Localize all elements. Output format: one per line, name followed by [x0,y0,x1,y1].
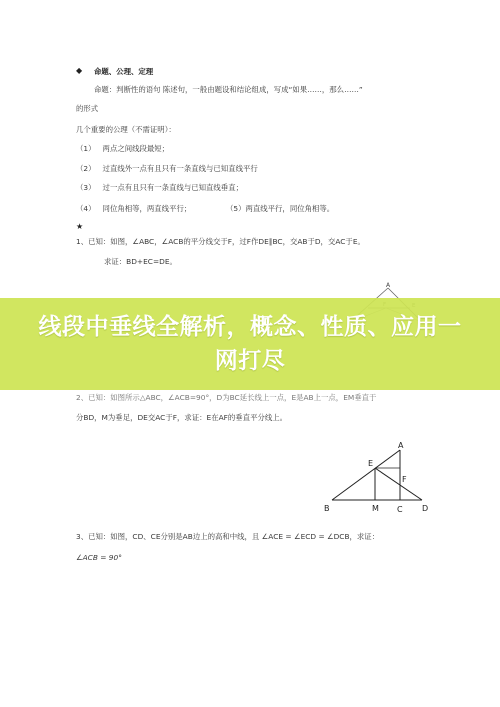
heading-bullet: ◆ [76,66,83,75]
section-heading: 命题、公理、定理 [94,67,154,76]
axiom-text: 过一点有且只有一条直线与已知直线垂直； [102,183,243,192]
fig2-label-D: D [422,504,429,513]
figure-2 [318,438,438,518]
problem-3: 3、已知：如图，CD、CE分别是AB边上的高和中线，且 ∠ACE = ∠ECD = ∠DCB，求证： [76,532,380,541]
problem-2-cont: 分BD，M为垂足，DE交AC于F，求证：E在AF的垂直平分线上。 [76,413,288,422]
fig2-label-A: A [398,441,404,450]
banner-title: 线段中垂线全解析，概念、性质、应用一网打尽 [38,314,462,374]
axiom-number: （3） [76,183,96,192]
fig1-label-A: A [386,282,391,289]
fig2-label-F: F [402,475,407,484]
problem-3-cont: ∠ACB = 90° [76,553,122,562]
axiom-number: （4） [76,204,96,213]
problem-1-prove: 求证：BD+EC=DE。 [104,257,177,266]
axiom-item [76,164,258,174]
axiom-item [76,144,169,154]
axiom-text: 同位角相等，两直线平行； [102,204,192,213]
axiom-text: 过直线外一点有且只有一条直线与已知直线平行 [102,164,258,173]
axiom-item-5: （5）两直线平行，同位角相等。 [226,204,335,213]
proposition-definition: 命题：判断性的语句 陈述句，一般由题设和结论组成，写成“如果……，那么……” [94,85,363,94]
fig2-label-E: E [368,459,374,468]
title-banner [0,298,500,390]
problem-2: 2、已知：如图所示△ABC，∠ACB=90°，D为BC延长线上一点，E是AB上一点，EM垂直于 [76,393,377,402]
axiom-item [76,204,191,214]
problem-1: 1、已知：如图，∠ABC，∠ACB的平分线交于F，过F作DE∥BC，交AB于D，交AC于E。 [76,237,365,246]
axiom-text: 两点之间线段最短； [102,144,170,153]
axioms-intro: 几个重要的公理（不需证明）： [76,125,176,134]
fig2-label-C: C [397,505,403,514]
fig2-label-B: B [324,504,330,513]
axiom-number: （1） [76,144,96,153]
proposition-definition-cont: 的形式 [76,104,99,113]
star-icon: ★ [76,222,84,231]
axiom-item [76,183,243,193]
axiom-number: （2） [76,164,96,173]
fig2-label-M: M [372,504,379,513]
